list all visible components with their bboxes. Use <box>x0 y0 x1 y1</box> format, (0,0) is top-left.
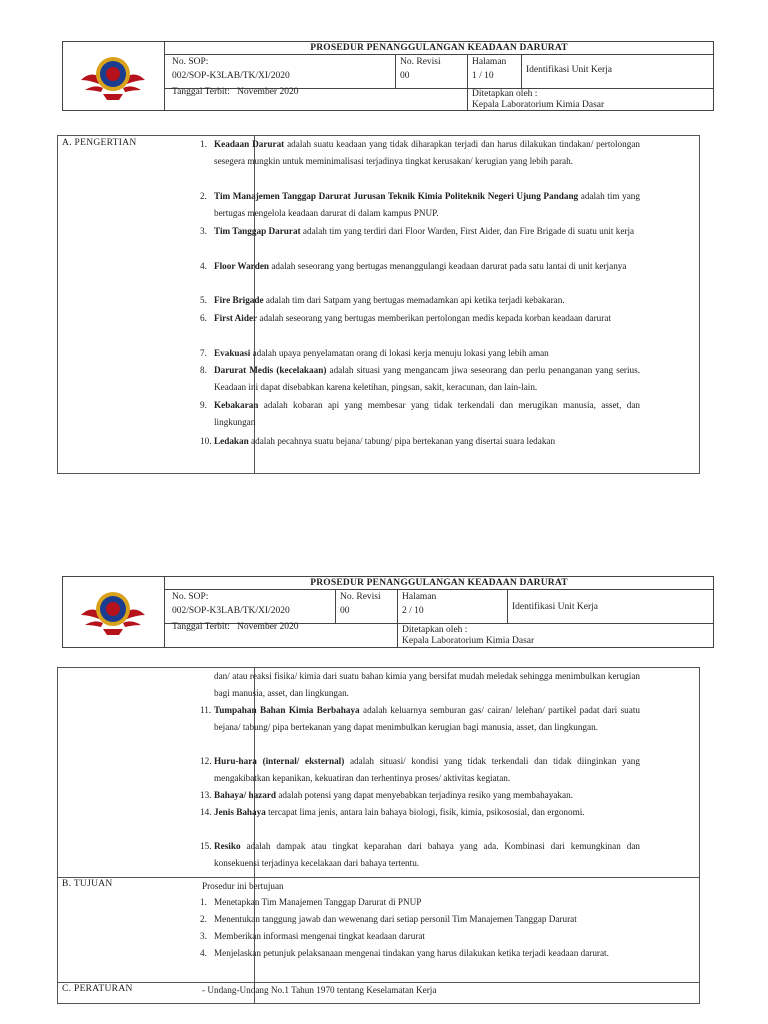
definition-item: 3. Tim Tanggap Darurat adalah tim yang terdiri dari Floor Warden, First Aider, dan Fire Brigade di suatu unit kerja <box>200 226 635 236</box>
definition-item: 9. Kebakaran adalah kobaran api yang membesar yang tidak terkendali dan merugikan manusia, asset, dan lingkungan <box>200 400 640 427</box>
tujuan-item: 4. Menjelaskan petunjuk pelaksanaan mengenai tindakan yang harus dilakukan ketika terjadi keadaan darurat. <box>200 948 609 958</box>
definition-item: 10. Ledakan adalah pecahnya suatu bejana/ tabung/ pipa bertekanan yang disertai suara ledakan <box>200 436 556 446</box>
sop-number-label: No. SOP: <box>172 57 209 67</box>
sop-number-value: 002/SOP-K3LAB/TK/XI/2020 <box>172 606 290 616</box>
definition-item: 4. Floor Warden adalah seseorang yang bertugas menanggulangi keadaan darurat pada satu lantai di unit kerjanya <box>200 261 627 271</box>
definition-item: 6. First Aider adalah seseorang yang bertugas memberikan pertolongan medis kepada korban keadaan darurat <box>200 313 611 323</box>
section-pengertian-label: A. PENGERTIAN <box>62 138 137 148</box>
definition-item: 7. Evakuasi adalah upaya penyelamatan orang di lokasi kerja menuju lokasi yang lebih aman <box>200 348 549 358</box>
logo-cell <box>63 577 165 647</box>
revision-label: No. Revisi <box>400 57 441 67</box>
set-by-value: Kepala Laboratorium Kimia Dasar <box>402 636 535 646</box>
definition-item: 8. Darurat Medis (kecelakaan) adalah situasi yang mengancam jiwa seseorang dan perlu penanganan yang serius. Keadaan ini dapat disebabkan karena keletihan, pingsan, sakit, keracunan, dan lain-lain. <box>200 365 640 392</box>
tujuan-item: 2. Menentukan tanggung jawab dan wewenang dari setiap personil Tim Manajemen Tanggap Darurat <box>200 914 577 924</box>
sop-number-label: No. SOP: <box>172 592 209 602</box>
definition-item: 14. Jenis Bahaya tercapat lima jenis, antara lain bahaya biologi, fisik, kimia, psikososial, dan ergonomi. <box>200 807 585 817</box>
institution-logo-icon <box>77 50 149 104</box>
section-tujuan-label: B. TUJUAN <box>62 879 113 889</box>
revision-value: 00 <box>340 606 350 616</box>
definition-item: 2. Tim Manajemen Tanggap Darurat Jurusan Teknik Kimia Politeknik Negeri Ujung Pandang adalah tim yang bertugas mengelola keadaan darurat di dalam kampus PNUP. <box>200 191 640 218</box>
tujuan-item: 1. Menetapkan Tim Manajemen Tanggap Darurat di PNUP <box>200 897 422 907</box>
institution-logo-icon <box>77 585 149 639</box>
definition-continuation: dan/ atau reaksi fisika/ kimia dari suatu bahan kimia yang bersifat mudah meledak sehingga menimbulkan kerugian bagi manusia, asset, dan lingkungan. <box>214 671 640 698</box>
page-number: 2 / 10 <box>402 606 424 616</box>
peraturan-text: - Undang-Undang No.1 Tahun 1970 tentang Keselamatan Kerja <box>202 985 437 995</box>
sop-title: PROSEDUR PENANGGULANGAN KEADAAN DARURAT <box>165 42 713 55</box>
sop-header-page2 <box>62 576 714 648</box>
page-number: 1 / 10 <box>472 71 494 81</box>
section-peraturan-label: C. PERATURAN <box>62 984 133 994</box>
revision-value: 00 <box>400 71 410 81</box>
definition-item: 12. Huru-hara (internal/ eksternal) adalah situasi/ kondisi yang tidak terkendali dan tidak diinginkan yang mengakibatkan kepanikan, kekuatiran dan terhentinya proses/ aktivitas kegiatan. <box>200 756 640 783</box>
sop-title: PROSEDUR PENANGGULANGAN KEADAAN DARURAT <box>165 577 713 590</box>
unit-identification: Identifikasi Unit Kerja <box>526 65 613 75</box>
tujuan-intro: Prosedur ini bertujuan <box>202 881 284 891</box>
unit-identification: Identifikasi Unit Kerja <box>512 602 599 612</box>
definition-item: 13. Bahaya/ hazard adalah potensi yang dapat menyebabkan terjadinya resiko yang membahayakan. <box>200 790 573 800</box>
sop-number-value: 002/SOP-K3LAB/TK/XI/2020 <box>172 71 290 81</box>
page-label: Halaman <box>472 57 507 67</box>
page-label: Halaman <box>402 592 437 602</box>
tujuan-item: 3. Memberikan informasi mengenai tingkat keadaan darurat <box>200 931 425 941</box>
sop-header-page1 <box>62 41 714 111</box>
set-by-label: Ditetapkan oleh : <box>402 625 468 635</box>
set-by-label: Ditetapkan oleh : <box>472 89 538 99</box>
issue-date: Tanggal Terbit: November 2020 <box>172 87 299 97</box>
issue-date: Tanggal Terbit: November 2020 <box>172 622 299 632</box>
definition-item: 1. Keadaan Darurat adalah suatu keadaan yang tidak diharapkan terjadi dan harus dilakukan tindakan/ pertolongan sesegera mungkin untuk meminimalisasi terjadinya tingkat kerusakan/ kerugian yang lebih parah. <box>200 139 640 166</box>
definition-item: 15. Resiko adalah dampak atau tingkat keparahan dari bahaya yang ada. Kombinasi dari kemungkinan dan konsekuensi terjadinya kecelakaan dari bahaya tertentu. <box>200 841 640 868</box>
set-by-value: Kepala Laboratorium Kimia Dasar <box>472 100 605 110</box>
revision-label: No. Revisi <box>340 592 381 602</box>
definition-item: 11. Tumpahan Bahan Kimia Berbahaya adalah keluarnya semburan gas/ cairan/ lelehan/ partikel padat dari suatu bejana/ tabung/ pipa bertekanan yang dapat menimbulkan kerugian bagi manusia, asset, dan lingkungan. <box>200 705 640 732</box>
logo-cell <box>63 42 165 110</box>
definition-item: 5. Fire Brigade adalah tim dari Satpam yang bertugas memadamkan api ketika terjadi kebakaran. <box>200 295 565 305</box>
